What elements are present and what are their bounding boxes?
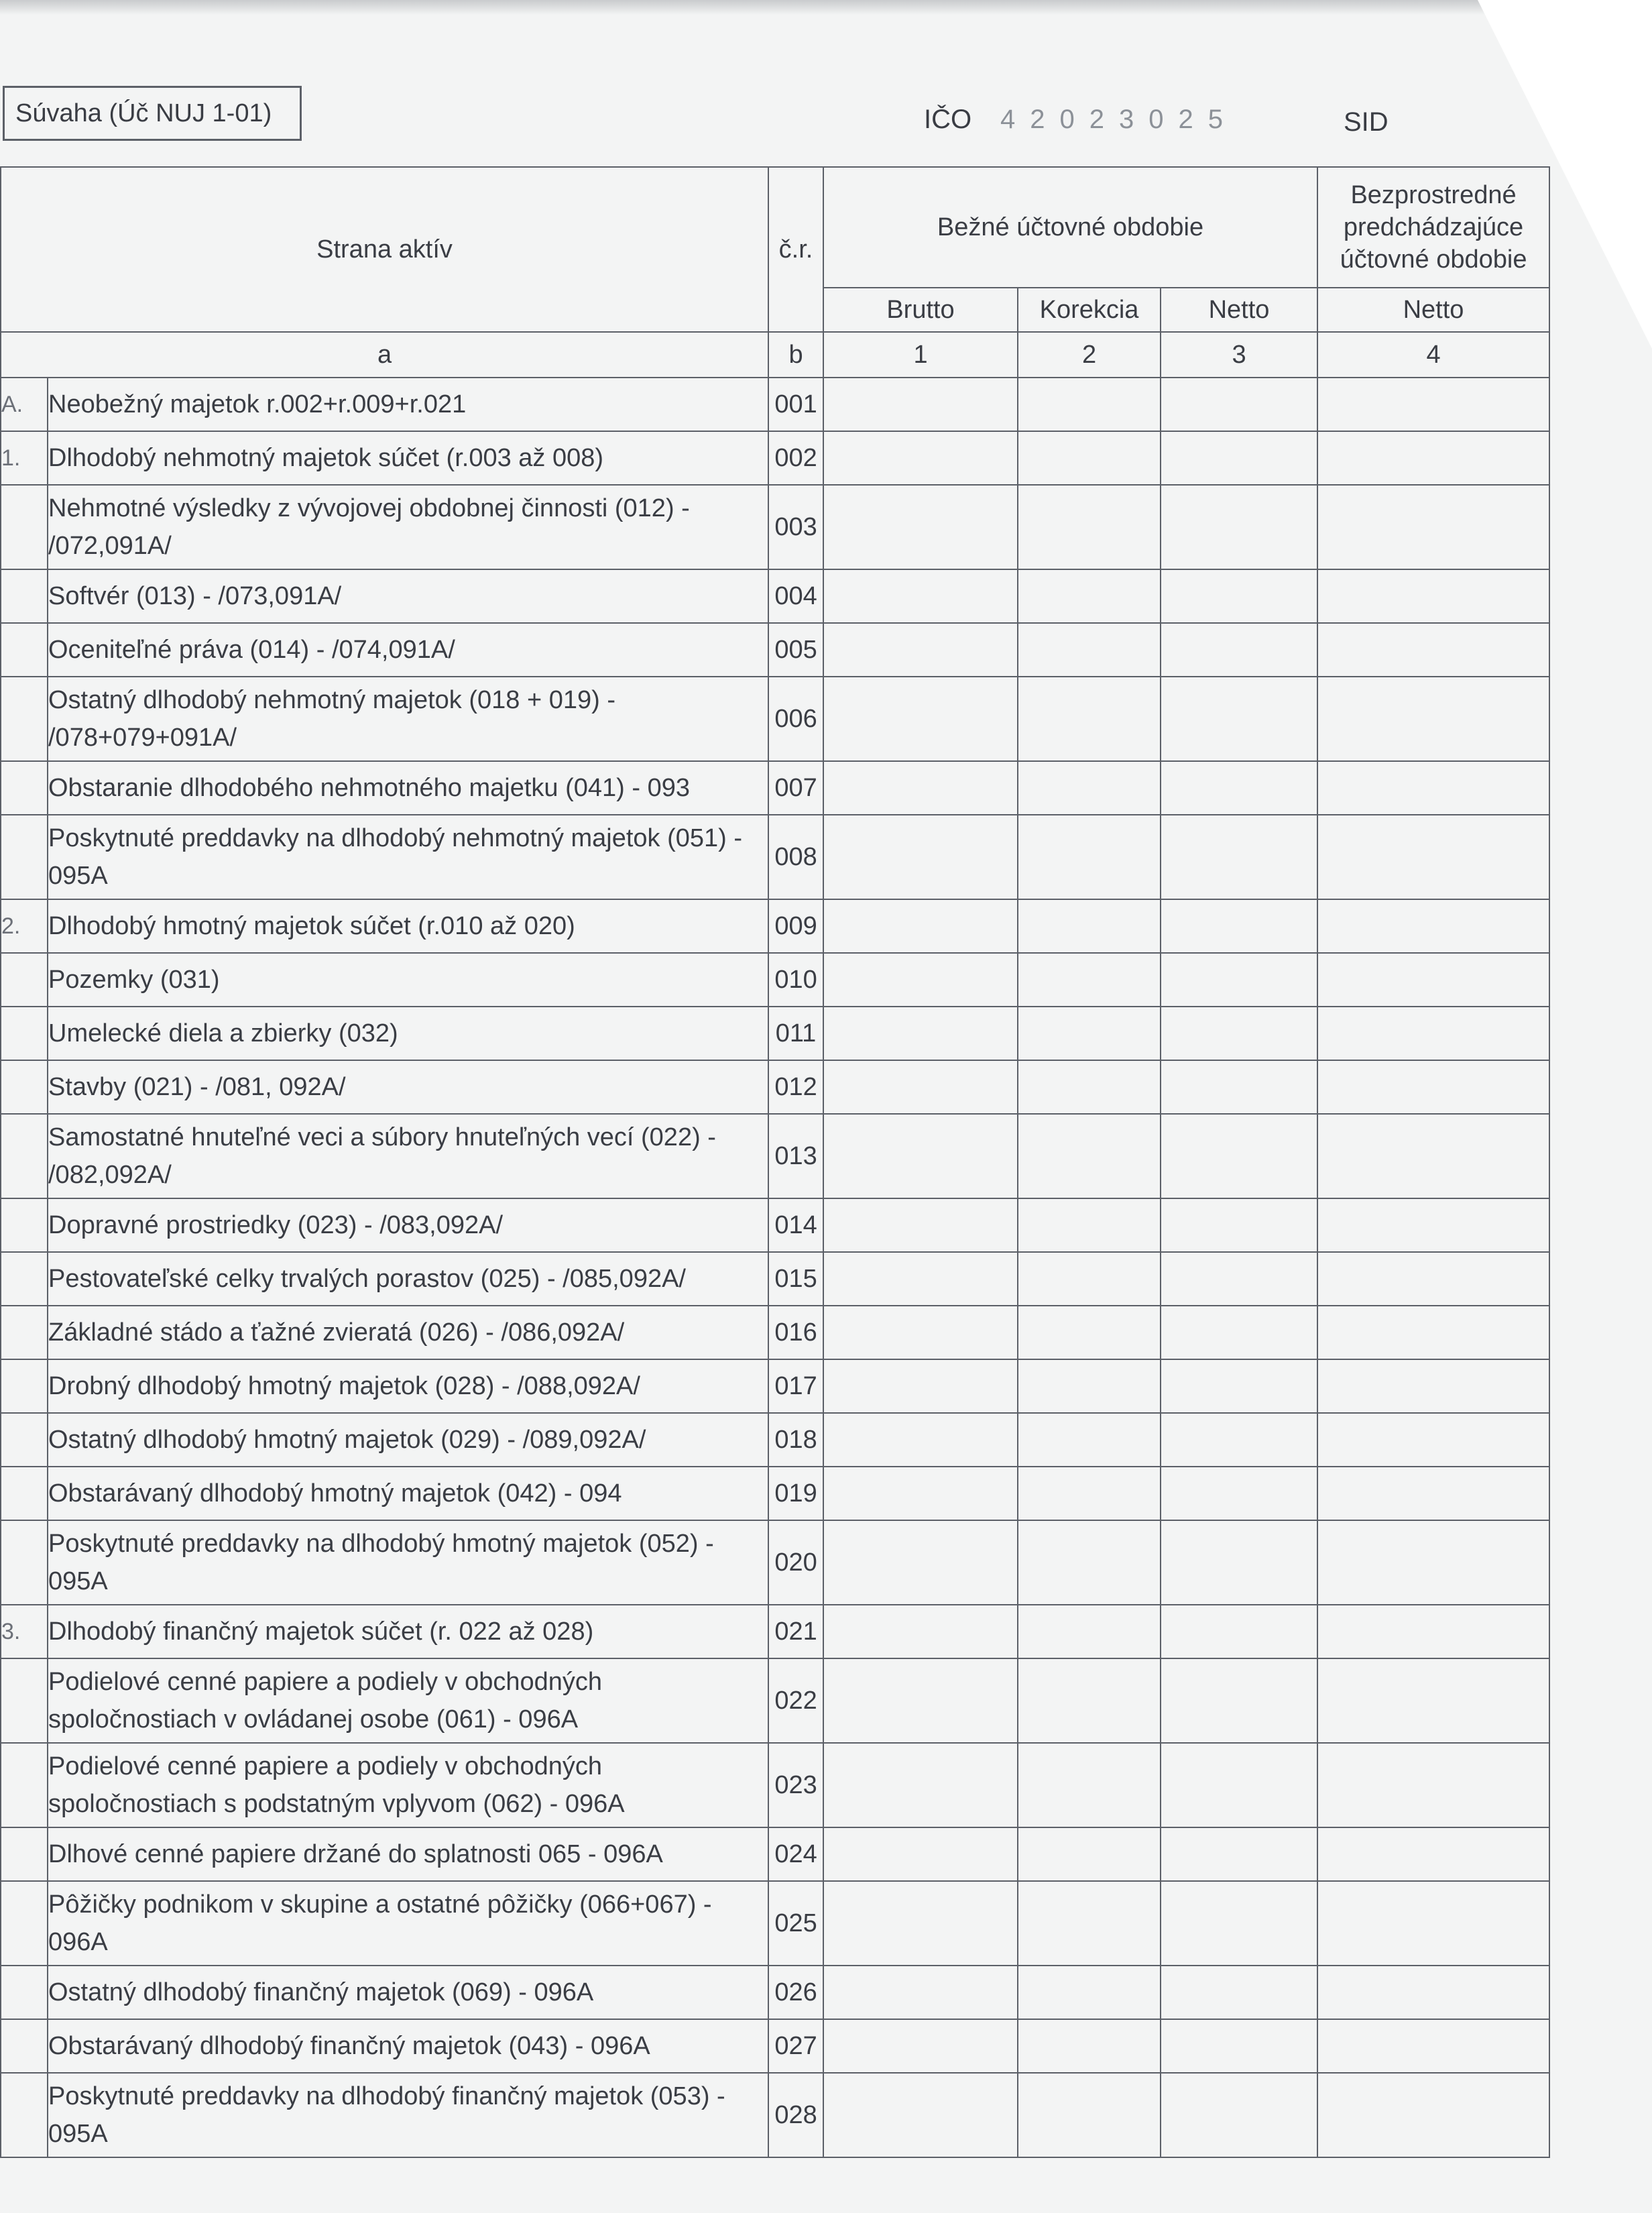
- table-row: [1, 1198, 1549, 1252]
- value-brutto[interactable]: [823, 899, 1018, 953]
- value-korekcia[interactable]: [1018, 2073, 1161, 2157]
- value-netto[interactable]: [1161, 1827, 1317, 1881]
- value-netto[interactable]: [1161, 1520, 1317, 1605]
- table-row: [1, 1114, 1549, 1198]
- value-brutto[interactable]: [823, 2019, 1018, 2073]
- row-number: 023: [768, 1743, 823, 1827]
- row-section-marker: [1, 1198, 48, 1252]
- table-row: [1, 1743, 1549, 1827]
- value-korekcia[interactable]: [1018, 815, 1161, 899]
- row-label: Obstaranie dlhodobého nehmotného majetku (041) - 093: [48, 761, 768, 815]
- row-number: 004: [768, 569, 823, 623]
- column-number-2: 2: [1018, 332, 1161, 378]
- row-label: Obstarávaný dlhodobý hmotný majetok (042) - 094: [48, 1467, 768, 1520]
- column-number-3: 3: [1161, 332, 1317, 378]
- row-number: 018: [768, 1413, 823, 1467]
- value-netto-previous[interactable]: [1317, 1658, 1549, 1743]
- table-row: [1, 815, 1549, 899]
- row-number: 027: [768, 2019, 823, 2073]
- row-section-marker: [1, 1413, 48, 1467]
- table-row: [1, 1007, 1549, 1060]
- row-number: 020: [768, 1520, 823, 1605]
- value-korekcia[interactable]: [1018, 2019, 1161, 2073]
- row-label: Ostatný dlhodobý finančný majetok (069) - 096A: [48, 1966, 768, 2019]
- header-korekcia: Korekcia: [1018, 288, 1161, 332]
- row-number: 013: [768, 1114, 823, 1198]
- value-netto[interactable]: [1161, 1605, 1317, 1658]
- table-row: [1, 485, 1549, 569]
- form-title: Súvaha (Úč NUJ 1-01): [3, 86, 302, 141]
- value-netto-previous[interactable]: [1317, 2073, 1549, 2157]
- row-number: 008: [768, 815, 823, 899]
- value-netto[interactable]: [1161, 677, 1317, 761]
- row-label: Dlhové cenné papiere držané do splatnosti 065 - 096A: [48, 1827, 768, 1881]
- row-number: 010: [768, 953, 823, 1007]
- value-brutto[interactable]: [823, 1060, 1018, 1114]
- value-korekcia[interactable]: [1018, 1359, 1161, 1413]
- row-label: Poskytnuté preddavky na dlhodobý finančný majetok (053) - 095A: [48, 2073, 768, 2157]
- row-label: Neobežný majetok r.002+r.009+r.021: [48, 378, 768, 431]
- table-row: [1, 899, 1549, 953]
- value-korekcia[interactable]: [1018, 569, 1161, 623]
- column-letter-a: a: [1, 332, 768, 378]
- value-netto[interactable]: [1161, 953, 1317, 1007]
- row-label: Samostatné hnuteľné veci a súbory hnuteľných vecí (022) - /082,092A/: [48, 1114, 768, 1198]
- value-netto-previous[interactable]: [1317, 761, 1549, 815]
- header-bezne-obdobie: Bežné účtovné obdobie: [823, 167, 1317, 288]
- table-row: [1, 1060, 1549, 1114]
- value-netto[interactable]: [1161, 1252, 1317, 1306]
- row-number: 019: [768, 1467, 823, 1520]
- value-netto[interactable]: [1161, 378, 1317, 431]
- value-brutto[interactable]: [823, 1114, 1018, 1198]
- page-top-edge: [0, 0, 1652, 15]
- row-section-marker: [1, 569, 48, 623]
- row-label: Poskytnuté preddavky na dlhodobý hmotný majetok (052) - 095A: [48, 1520, 768, 1605]
- value-netto[interactable]: [1161, 623, 1317, 677]
- value-netto-previous[interactable]: [1317, 1060, 1549, 1114]
- header-predchadzajuce-line2: predchádzajúce: [1343, 213, 1524, 241]
- value-brutto[interactable]: [823, 623, 1018, 677]
- value-korekcia[interactable]: [1018, 1881, 1161, 1966]
- row-section-marker: [1, 677, 48, 761]
- row-number: 021: [768, 1605, 823, 1658]
- value-brutto[interactable]: [823, 1605, 1018, 1658]
- row-label: Dlhodobý hmotný majetok súčet (r.010 až 020): [48, 899, 768, 953]
- value-brutto[interactable]: [823, 1467, 1018, 1520]
- value-brutto[interactable]: [823, 1359, 1018, 1413]
- row-section-marker: [1, 1743, 48, 1827]
- value-korekcia[interactable]: [1018, 1743, 1161, 1827]
- value-netto[interactable]: [1161, 761, 1317, 815]
- value-netto-previous[interactable]: [1317, 1114, 1549, 1198]
- balance-sheet-table: [0, 166, 1550, 2158]
- row-section-marker: [1, 623, 48, 677]
- value-korekcia[interactable]: [1018, 1114, 1161, 1198]
- value-netto[interactable]: [1161, 1413, 1317, 1467]
- value-brutto[interactable]: [823, 1658, 1018, 1743]
- row-number: 024: [768, 1827, 823, 1881]
- value-brutto[interactable]: [823, 677, 1018, 761]
- value-korekcia[interactable]: [1018, 1605, 1161, 1658]
- ico-label: IČO: [924, 105, 972, 134]
- table-row: [1, 431, 1549, 485]
- value-netto-previous[interactable]: [1317, 1359, 1549, 1413]
- value-netto-previous[interactable]: [1317, 1827, 1549, 1881]
- value-netto-previous[interactable]: [1317, 2019, 1549, 2073]
- value-netto-previous[interactable]: [1317, 1252, 1549, 1306]
- value-netto[interactable]: [1161, 1966, 1317, 2019]
- row-section-marker: [1, 1306, 48, 1359]
- header-netto: Netto: [1161, 288, 1317, 332]
- table-row: [1, 1252, 1549, 1306]
- table-row: [1, 953, 1549, 1007]
- table-row: [1, 569, 1549, 623]
- sid-label: SID: [1344, 107, 1389, 137]
- row-label: Pestovateľské celky trvalých porastov (025) - /085,092A/: [48, 1252, 768, 1306]
- value-brutto[interactable]: [823, 485, 1018, 569]
- value-korekcia[interactable]: [1018, 953, 1161, 1007]
- row-section-marker: 1.: [1, 431, 48, 485]
- value-netto-previous[interactable]: [1317, 1605, 1549, 1658]
- row-section-marker: [1, 1467, 48, 1520]
- value-netto[interactable]: [1161, 815, 1317, 899]
- header-strana-aktiv: Strana aktív: [1, 167, 768, 332]
- value-netto-previous[interactable]: [1317, 569, 1549, 623]
- value-korekcia[interactable]: [1018, 1007, 1161, 1060]
- value-netto[interactable]: [1161, 1658, 1317, 1743]
- value-netto-previous[interactable]: [1317, 1520, 1549, 1605]
- value-korekcia[interactable]: [1018, 899, 1161, 953]
- value-korekcia[interactable]: [1018, 485, 1161, 569]
- row-number: 022: [768, 1658, 823, 1743]
- header-predchadzajuce-line3: účtovné obdobie: [1340, 245, 1527, 274]
- row-number: 011: [768, 1007, 823, 1060]
- row-number: 015: [768, 1252, 823, 1306]
- table-row: [1, 1827, 1549, 1881]
- value-netto-previous[interactable]: [1317, 378, 1549, 431]
- value-netto[interactable]: [1161, 1359, 1317, 1413]
- row-label: Softvér (013) - /073,091A/: [48, 569, 768, 623]
- row-label: Podielové cenné papiere a podiely v obchodných spoločnostiach v ovládanej osobe (061) - 096A: [48, 1658, 768, 1743]
- value-brutto[interactable]: [823, 1881, 1018, 1966]
- value-netto[interactable]: [1161, 1306, 1317, 1359]
- value-korekcia[interactable]: [1018, 1413, 1161, 1467]
- row-label: Dopravné prostriedky (023) - /083,092A/: [48, 1198, 768, 1252]
- row-section-marker: [1, 1658, 48, 1743]
- value-brutto[interactable]: [823, 815, 1018, 899]
- value-korekcia[interactable]: [1018, 1060, 1161, 1114]
- value-korekcia[interactable]: [1018, 431, 1161, 485]
- value-netto-previous[interactable]: [1317, 1467, 1549, 1520]
- value-korekcia[interactable]: [1018, 1198, 1161, 1252]
- row-number: 003: [768, 485, 823, 569]
- header-netto-previous: Netto: [1317, 288, 1549, 332]
- row-section-marker: [1, 1252, 48, 1306]
- value-netto-previous[interactable]: [1317, 431, 1549, 485]
- row-section-marker: 3.: [1, 1605, 48, 1658]
- value-netto-previous[interactable]: [1317, 815, 1549, 899]
- row-label: Stavby (021) - /081, 092A/: [48, 1060, 768, 1114]
- value-korekcia[interactable]: [1018, 1306, 1161, 1359]
- ico-value: 42023025: [1000, 105, 1238, 134]
- value-brutto[interactable]: [823, 1743, 1018, 1827]
- row-section-marker: [1, 1114, 48, 1198]
- value-korekcia[interactable]: [1018, 677, 1161, 761]
- value-netto[interactable]: [1161, 431, 1317, 485]
- row-label: Dlhodobý finančný majetok súčet (r. 022 až 028): [48, 1605, 768, 1658]
- value-netto[interactable]: [1161, 1114, 1317, 1198]
- value-korekcia[interactable]: [1018, 1467, 1161, 1520]
- value-brutto[interactable]: [823, 761, 1018, 815]
- value-korekcia[interactable]: [1018, 761, 1161, 815]
- value-korekcia[interactable]: [1018, 1520, 1161, 1605]
- row-label: Poskytnuté preddavky na dlhodobý nehmotný majetok (051) - 095A: [48, 815, 768, 899]
- value-netto[interactable]: [1161, 2019, 1317, 2073]
- row-section-marker: [1, 1966, 48, 2019]
- value-netto[interactable]: [1161, 1007, 1317, 1060]
- row-section-marker: A.: [1, 378, 48, 431]
- value-korekcia[interactable]: [1018, 1966, 1161, 2019]
- value-brutto[interactable]: [823, 1306, 1018, 1359]
- row-section-marker: [1, 2073, 48, 2157]
- row-label: Drobný dlhodobý hmotný majetok (028) - /088,092A/: [48, 1359, 768, 1413]
- value-brutto[interactable]: [823, 1966, 1018, 2019]
- table-row: [1, 1359, 1549, 1413]
- value-netto-previous[interactable]: [1317, 1743, 1549, 1827]
- row-label: Obstarávaný dlhodobý finančný majetok (043) - 096A: [48, 2019, 768, 2073]
- row-section-marker: [1, 953, 48, 1007]
- column-number-4: 4: [1317, 332, 1549, 378]
- table-row: [1, 2019, 1549, 2073]
- row-number: 005: [768, 623, 823, 677]
- value-netto-previous[interactable]: [1317, 899, 1549, 953]
- table-row: [1, 677, 1549, 761]
- row-number: 028: [768, 2073, 823, 2157]
- row-section-marker: [1, 1827, 48, 1881]
- row-label: Umelecké diela a zbierky (032): [48, 1007, 768, 1060]
- value-netto[interactable]: [1161, 1467, 1317, 1520]
- value-netto[interactable]: [1161, 1060, 1317, 1114]
- value-netto-previous[interactable]: [1317, 677, 1549, 761]
- value-netto[interactable]: [1161, 569, 1317, 623]
- row-section-marker: [1, 1520, 48, 1605]
- table-row: [1, 1881, 1549, 1966]
- column-letter-b: b: [768, 332, 823, 378]
- value-netto-previous[interactable]: [1317, 1198, 1549, 1252]
- value-brutto[interactable]: [823, 1007, 1018, 1060]
- value-brutto[interactable]: [823, 2073, 1018, 2157]
- row-number: 016: [768, 1306, 823, 1359]
- value-netto-previous[interactable]: [1317, 623, 1549, 677]
- table-row: [1, 2073, 1549, 2157]
- value-netto-previous[interactable]: [1317, 1966, 1549, 2019]
- value-netto-previous[interactable]: [1317, 1881, 1549, 1966]
- value-netto-previous[interactable]: [1317, 1007, 1549, 1060]
- value-korekcia[interactable]: [1018, 623, 1161, 677]
- header-predchadzajuce-obdobie: [1317, 167, 1549, 288]
- row-label: Pôžičky podnikom v skupine a ostatné pôžičky (066+067) - 096A: [48, 1881, 768, 1966]
- table-row: [1, 378, 1549, 431]
- table-row: [1, 1658, 1549, 1743]
- value-netto-previous[interactable]: [1317, 953, 1549, 1007]
- row-section-marker: [1, 2019, 48, 2073]
- row-number: 014: [768, 1198, 823, 1252]
- value-brutto[interactable]: [823, 1827, 1018, 1881]
- row-number: 001: [768, 378, 823, 431]
- row-section-marker: [1, 485, 48, 569]
- header-predchadzajuce-line1: Bezprostredné: [1350, 181, 1517, 209]
- row-section-marker: [1, 1060, 48, 1114]
- row-label: Dlhodobý nehmotný majetok súčet (r.003 až 008): [48, 431, 768, 485]
- value-brutto[interactable]: [823, 953, 1018, 1007]
- row-label: Základné stádo a ťažné zvieratá (026) - /086,092A/: [48, 1306, 768, 1359]
- row-label: Oceniteľné práva (014) - /074,091A/: [48, 623, 768, 677]
- header-cislo-riadku: č.r.: [768, 167, 823, 332]
- value-korekcia[interactable]: [1018, 1827, 1161, 1881]
- value-brutto[interactable]: [823, 569, 1018, 623]
- value-netto[interactable]: [1161, 2073, 1317, 2157]
- row-number: 006: [768, 677, 823, 761]
- value-netto-previous[interactable]: [1317, 1413, 1549, 1467]
- value-netto-previous[interactable]: [1317, 1306, 1549, 1359]
- row-label: Nehmotné výsledky z vývojovej obdobnej činnosti (012) - /072,091A/: [48, 485, 768, 569]
- row-number: 025: [768, 1881, 823, 1966]
- row-section-marker: 2.: [1, 899, 48, 953]
- row-label: Ostatný dlhodobý nehmotný majetok (018 + 019) - /078+079+091A/: [48, 677, 768, 761]
- value-brutto[interactable]: [823, 1252, 1018, 1306]
- row-section-marker: [1, 761, 48, 815]
- value-brutto[interactable]: [823, 1413, 1018, 1467]
- value-brutto[interactable]: [823, 431, 1018, 485]
- row-number: 007: [768, 761, 823, 815]
- table-row: [1, 761, 1549, 815]
- value-netto-previous[interactable]: [1317, 485, 1549, 569]
- row-section-marker: [1, 1359, 48, 1413]
- table-row: [1, 1413, 1549, 1467]
- value-brutto[interactable]: [823, 1520, 1018, 1605]
- value-brutto[interactable]: [823, 1198, 1018, 1252]
- row-number: 017: [768, 1359, 823, 1413]
- table-row: [1, 1520, 1549, 1605]
- value-brutto[interactable]: [823, 378, 1018, 431]
- value-netto[interactable]: [1161, 485, 1317, 569]
- row-number: 002: [768, 431, 823, 485]
- value-korekcia[interactable]: [1018, 378, 1161, 431]
- header-brutto: Brutto: [823, 288, 1018, 332]
- row-section-marker: [1, 815, 48, 899]
- value-netto[interactable]: [1161, 899, 1317, 953]
- column-number-1: 1: [823, 332, 1018, 378]
- table-row: [1, 1467, 1549, 1520]
- row-label: Pozemky (031): [48, 953, 768, 1007]
- row-number: 026: [768, 1966, 823, 2019]
- row-label: Ostatný dlhodobý hmotný majetok (029) - /089,092A/: [48, 1413, 768, 1467]
- table-row: [1, 1966, 1549, 2019]
- value-netto[interactable]: [1161, 1881, 1317, 1966]
- row-number: 012: [768, 1060, 823, 1114]
- row-label: Podielové cenné papiere a podiely v obchodných spoločnostiach s podstatným vplyvom (062) - 096A: [48, 1743, 768, 1827]
- value-korekcia[interactable]: [1018, 1252, 1161, 1306]
- table-row: [1, 1605, 1549, 1658]
- value-netto[interactable]: [1161, 1743, 1317, 1827]
- row-section-marker: [1, 1881, 48, 1966]
- table-row: [1, 1306, 1549, 1359]
- table-row: [1, 623, 1549, 677]
- value-korekcia[interactable]: [1018, 1658, 1161, 1743]
- value-netto[interactable]: [1161, 1198, 1317, 1252]
- row-number: 009: [768, 899, 823, 953]
- row-section-marker: [1, 1007, 48, 1060]
